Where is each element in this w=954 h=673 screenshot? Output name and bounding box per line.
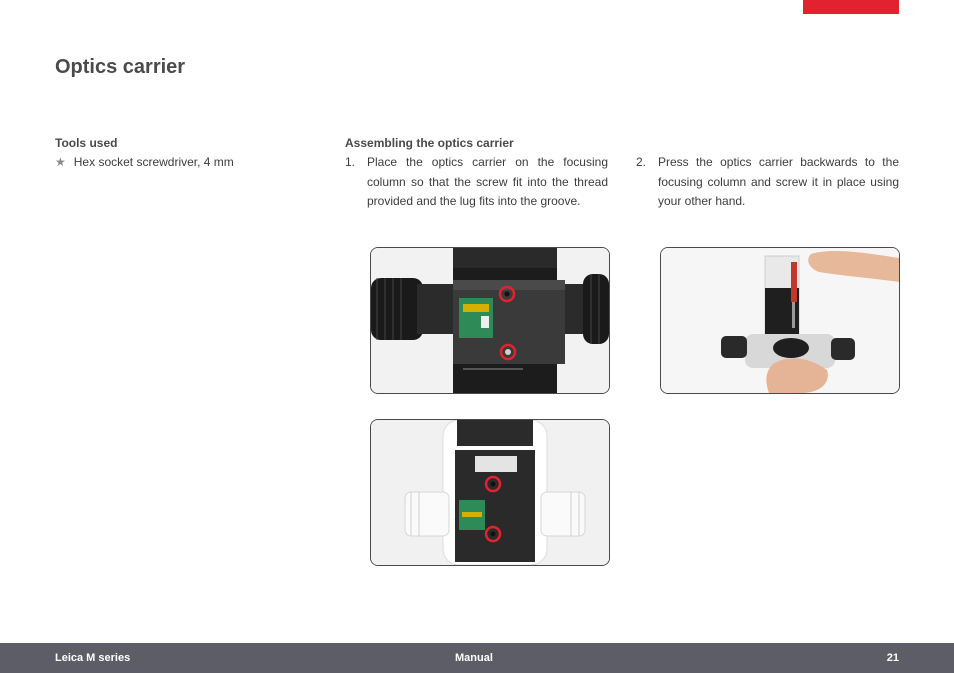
page-number: 21	[886, 652, 899, 664]
page-title: Optics carrier	[55, 56, 186, 78]
photo-screwing-carrier	[660, 247, 900, 394]
step-number: 2.	[636, 155, 647, 169]
step-text: Place the optics carrier on the focusing column so that the screw fit into the thread provided and the lug fits into the groove.	[367, 155, 608, 208]
step-2	[636, 153, 900, 213]
footer-document-type: Manual	[455, 652, 493, 664]
footer-product: Leica M series	[55, 652, 131, 664]
red-accent-tab	[803, 0, 899, 14]
tool-label: Hex socket screwdriver, 4 mm	[73, 155, 234, 169]
photo-carrier-on-column-black	[370, 247, 610, 394]
step-text: Press the optics carrier backwards to the focusing column and screw it in place using your other hand.	[658, 155, 899, 208]
step-number: 1.	[345, 155, 356, 169]
list-item	[55, 155, 234, 169]
step-1	[345, 153, 609, 213]
assembly-heading: Assembling the optics carrier	[345, 136, 514, 150]
star-bullet-icon: ★	[55, 155, 66, 169]
page-footer	[0, 643, 954, 673]
tools-heading: Tools used	[55, 136, 118, 150]
photo-carrier-on-column-white	[370, 419, 610, 566]
